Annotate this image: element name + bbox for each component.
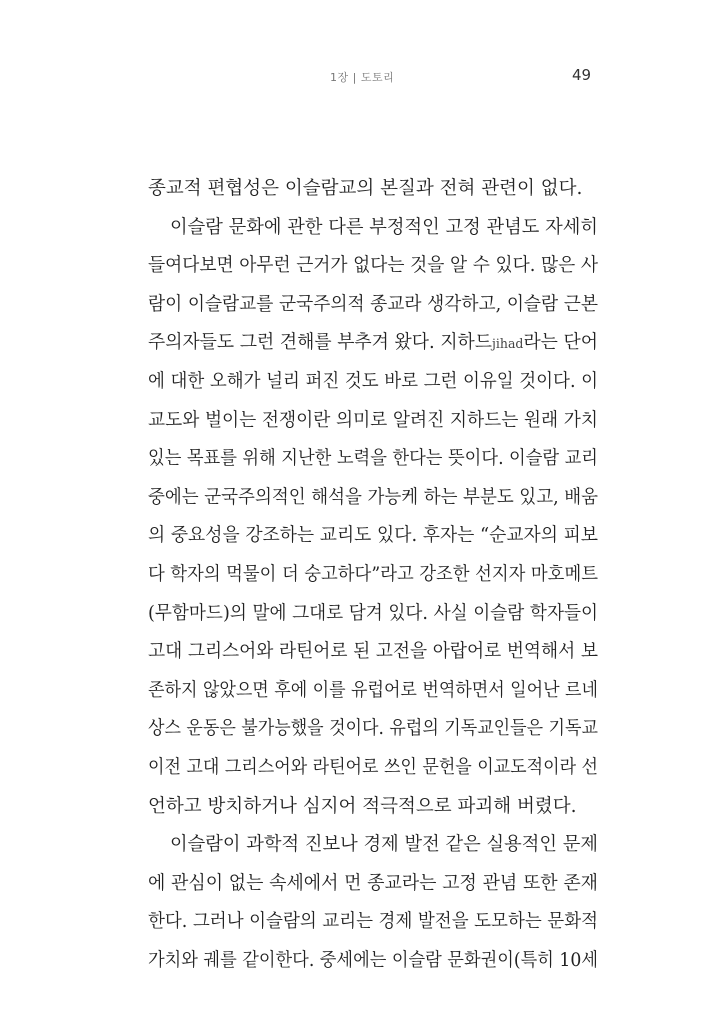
page-number: 49 [572, 66, 592, 84]
text-line: 있는 목표를 위해 지난한 노력을 한다는 뜻이다. 이슬람 교리 [148, 448, 598, 470]
text-line: 이전 고대 그리스어와 라틴어로 쓰인 문헌을 이교도적이라 선 [148, 756, 598, 778]
latin-term: jihad [491, 337, 524, 353]
text-line: 가치와 궤를 같이한다. 중세에는 이슬람 문화권이(특히 10세 [148, 949, 598, 971]
text-line: 고대 그리스어와 라틴어로 된 고전을 아랍어로 번역해서 보 [148, 641, 598, 663]
text-line: 다 학자의 먹물이 더 숭고하다”라고 강조한 선지자 마호메트 [148, 563, 598, 585]
text-line: 종교적 편협성은 이슬람교의 본질과 전혀 관련이 없다. [148, 178, 583, 199]
running-header [0, 66, 701, 90]
text-line [148, 324, 598, 363]
text-line: 이슬람 문화에 관한 다른 부정적인 고정 관념도 자세히 [170, 216, 598, 238]
text-line: 한다. 그러나 이슬람의 교리는 경제 발전을 도모하는 문화적 [148, 911, 598, 933]
text-line: 에 관심이 없는 속세에서 먼 종교라는 고정 관념 또한 존재 [148, 872, 598, 894]
text-line: 람이 이슬람교를 군국주의적 종교라 생각하고, 이슬람 근본 [148, 293, 598, 315]
chapter-title: 1장 | 도토리 [330, 71, 395, 84]
text-line: 중에는 군국주의적인 해석을 가능케 하는 부분도 있고, 배움 [148, 486, 598, 508]
text-line: 상스 운동은 불가능했을 것이다. 유럽의 기독교인들은 기독교 [148, 718, 598, 740]
text-line: 들여다보면 아무런 근거가 없다는 것을 알 수 있다. 많은 사 [148, 255, 598, 277]
text-line: 이슬람이 과학적 진보나 경제 발전 같은 실용적인 문제 [170, 834, 598, 856]
text-line: 에 대한 오해가 널리 퍼진 것도 바로 그런 이유일 것이다. 이 [148, 370, 598, 392]
text-line: 교도와 벌이는 전쟁이란 의미로 알려진 지하드는 원래 가치 [148, 409, 598, 431]
text-line: 존하지 않았으면 후에 이를 유럽어로 번역하면서 일어난 르네 [148, 679, 598, 701]
text-segment: 라는 단어 [523, 332, 598, 354]
text-segment: 주의자들도 그런 견해를 부추겨 왔다. 지하드 [148, 332, 492, 354]
body-text [148, 170, 598, 980]
text-line: 언하고 방치하거나 심지어 적극적으로 파괴해 버렸다. [148, 795, 577, 817]
text-line: 의 중요성을 강조하는 교리도 있다. 후자는 “순교자의 피보 [148, 525, 598, 547]
text-line: (무함마드)의 말에 그대로 담겨 있다. 사실 이슬람 학자들이 [148, 602, 598, 624]
